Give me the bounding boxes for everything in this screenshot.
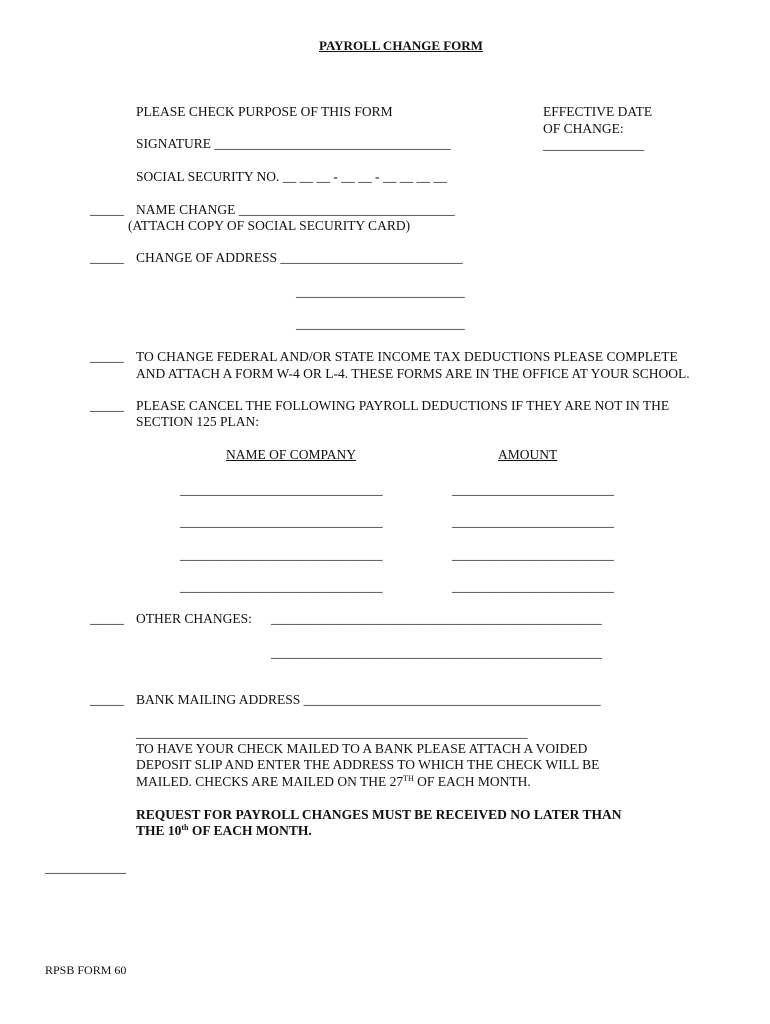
bank-note-line3-ordinal: TH — [403, 774, 414, 783]
address-field-2[interactable]: _________________________ — [296, 284, 465, 299]
ssn-label: SOCIAL SECURITY NO. — [136, 169, 280, 184]
column-header-company: NAME OF COMPANY — [226, 447, 357, 462]
signature-row — [136, 136, 451, 153]
address-change-checkbox[interactable]: _____ — [90, 250, 124, 265]
address-change-row — [136, 250, 463, 267]
bank-address-label: BANK MAILING ADDRESS — [136, 692, 301, 707]
deadline-line2-tail: OF EACH MONTH. — [188, 823, 312, 838]
bank-note-line1: TO HAVE YOUR CHECK MAILED TO A BANK PLEASE ATTACH A VOIDED — [136, 741, 588, 756]
name-change-field[interactable]: ________________________________ — [238, 202, 455, 217]
ssn-field[interactable]: __ __ __ - __ __ - __ __ __ __ — [282, 169, 448, 184]
form-title: PAYROLL CHANGE FORM — [319, 38, 483, 53]
bank-address-row — [136, 692, 601, 709]
column-header-amount: AMOUNT — [498, 447, 558, 462]
other-changes-field-2[interactable]: _________________________________________________ — [271, 645, 602, 660]
address-field-3[interactable]: _________________________ — [296, 316, 465, 331]
deadline-line2-ordinal: th — [181, 823, 189, 832]
bank-note-line3 — [136, 774, 531, 791]
signature-label: SIGNATURE — [136, 136, 212, 151]
purpose-prompt: PLEASE CHECK PURPOSE OF THIS FORM — [136, 104, 393, 119]
other-changes-label: OTHER CHANGES: — [136, 611, 252, 626]
tax-instructions-line1: TO CHANGE FEDERAL AND/OR STATE INCOME TAX DEDUCTIONS PLEASE COMPLETE — [136, 349, 678, 364]
bank-note-line3-text: MAILED. CHECKS ARE MAILED ON THE 27 — [136, 774, 404, 789]
amount-field-4[interactable]: ________________________ — [452, 579, 614, 594]
cancel-deductions-line1: PLEASE CANCEL THE FOLLOWING PAYROLL DEDUCTIONS IF THEY ARE NOT IN THE — [136, 398, 670, 413]
effective-date-field[interactable]: _______________ — [543, 137, 645, 152]
effective-date-label-line2: OF CHANGE: — [543, 121, 624, 136]
bank-address-checkbox[interactable]: _____ — [90, 692, 124, 707]
other-changes-checkbox[interactable]: _____ — [90, 611, 124, 626]
name-change-label: NAME CHANGE — [136, 202, 236, 217]
name-change-checkbox[interactable]: _____ — [90, 202, 124, 217]
bank-note-line2: DEPOSIT SLIP AND ENTER THE ADDRESS TO WHICH THE CHECK WILL BE — [136, 757, 600, 772]
bottom-signoff-field[interactable]: ____________ — [45, 860, 126, 875]
address-change-label: CHANGE OF ADDRESS — [136, 250, 278, 265]
cancel-deductions-checkbox[interactable]: _____ — [90, 398, 124, 413]
tax-instructions-line2: AND ATTACH A FORM W-4 OR L-4. THESE FORMS ARE IN THE OFFICE AT YOUR SCHOOL. — [136, 366, 690, 381]
name-change-row — [136, 202, 455, 219]
company-field-2[interactable]: ______________________________ — [180, 514, 383, 529]
cancel-deductions-line2: SECTION 125 PLAN: — [136, 414, 260, 429]
form-number: RPSB FORM 60 — [45, 963, 127, 977]
amount-field-3[interactable]: ________________________ — [452, 547, 614, 562]
name-change-note: (ATTACH COPY OF SOCIAL SECURITY CARD) — [128, 218, 411, 233]
amount-field-2[interactable]: ________________________ — [452, 514, 614, 529]
deadline-line1: REQUEST FOR PAYROLL CHANGES MUST BE RECEIVED NO LATER THAN — [136, 807, 622, 822]
bank-address-field-2[interactable]: __________________________________________________________ — [136, 725, 528, 740]
bank-note-line3-tail: OF EACH MONTH. — [413, 774, 531, 789]
amount-field-1[interactable]: ________________________ — [452, 482, 614, 497]
bank-address-field-1[interactable]: ____________________________________________ — [303, 692, 601, 707]
signature-field[interactable]: ___________________________________ — [214, 136, 451, 151]
company-field-4[interactable]: ______________________________ — [180, 579, 383, 594]
deadline-line2-text: THE 10 — [136, 823, 182, 838]
company-field-1[interactable]: ______________________________ — [180, 482, 383, 497]
address-field-1[interactable]: ___________________________ — [280, 250, 463, 265]
ssn-row — [136, 169, 447, 186]
deadline-line2 — [136, 823, 312, 840]
effective-date-label-line1: EFFECTIVE DATE — [543, 104, 653, 119]
company-field-3[interactable]: ______________________________ — [180, 547, 383, 562]
other-changes-field-1[interactable]: _________________________________________________ — [271, 611, 602, 626]
tax-change-checkbox[interactable]: _____ — [90, 349, 124, 364]
